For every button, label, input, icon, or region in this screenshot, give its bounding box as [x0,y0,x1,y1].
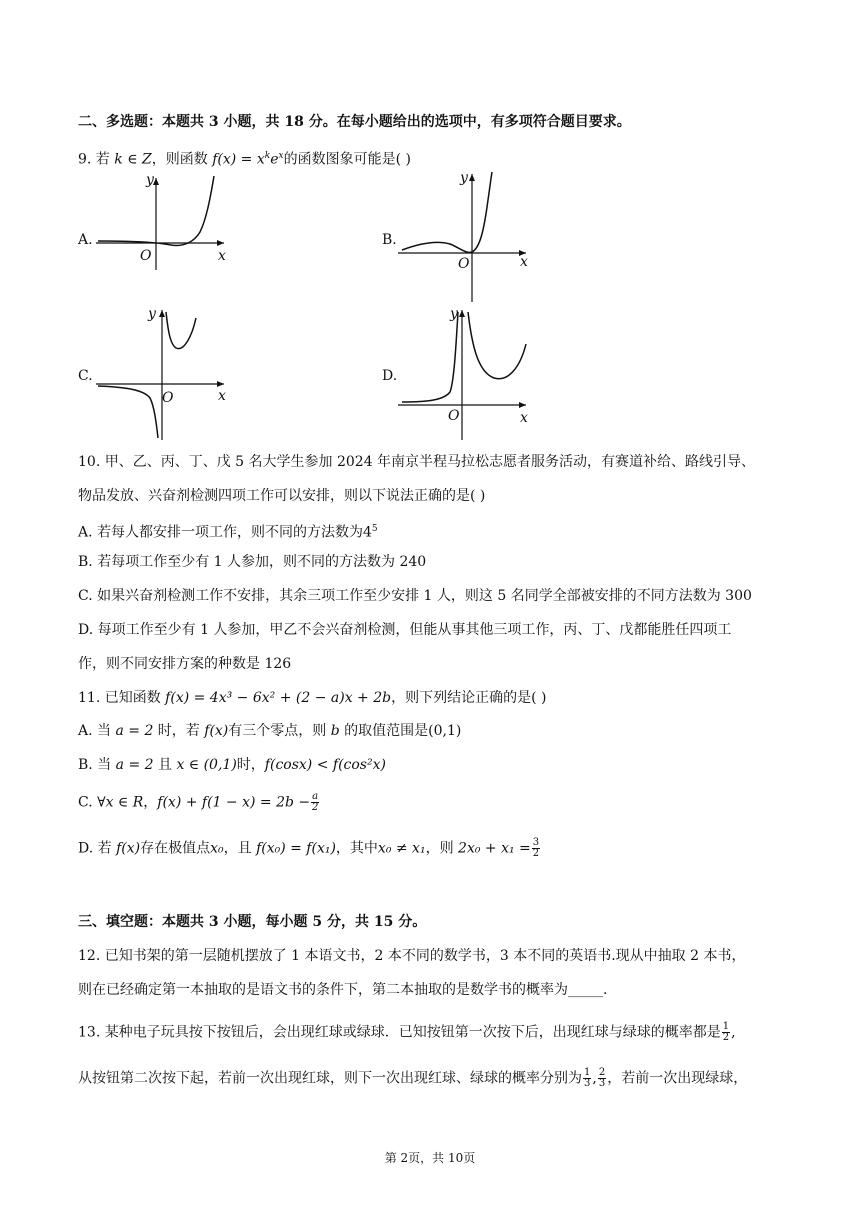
q9-text: ，则函数 [151,151,213,168]
text: ，且 [223,840,257,857]
denominator: 2 [532,848,540,859]
text: ， [143,794,158,811]
q11-option-b [78,755,386,775]
q11-option-a [78,721,461,741]
section-3-title: 三、填空题：本题共 3 小题，每小题 5 分，共 15 分。 [78,914,427,930]
text: A. 当 [78,723,116,739]
question-11-stem [78,688,546,708]
denominator: 3 [598,1078,606,1089]
denominator: 2 [311,802,319,813]
q9-option-d-label: D. [382,368,398,384]
math: ∀x ∈ R [97,794,144,811]
q10-option-a [78,519,378,543]
q9-math-f: f(x) = x [212,151,265,168]
text: C. [78,794,98,811]
text: 时， [236,757,265,773]
curve-left-branch [402,312,458,402]
x-axis-label: x [218,388,226,404]
fraction [532,838,540,859]
x-axis-arrow [217,240,224,246]
math: b [330,723,340,739]
page-footer: 第 2页，共 10页 [384,1151,476,1165]
q10-option-b: B. 若每项工作至少有 1 人参加，则不同的方法数为 240 [78,554,427,570]
question-12-line-2: 则在已经确定第一本抽取的是语文书的条件下，第二本抽取的是数学书的概率为_____. [78,982,608,998]
text: D. 若 [78,840,117,857]
q11-math-function: f(x) = 4x³ − 6x² + (2 − a)x + 2b [165,690,392,706]
q11-text: ，则下列结论正确的是( ) [391,690,547,706]
math: f(cosx) < f(cos²x) [264,757,386,773]
origin-label: O [448,408,460,424]
q10-option-a-exponent: 5 [371,524,378,534]
q10-option-a-text: A. 若每人都安排一项工作，则不同的方法数为4 [78,524,372,541]
math: x₀ [210,840,224,857]
math: x ∈ (0,1) [176,757,237,773]
text: B. 当 [78,757,116,773]
text: ，其中 [335,840,378,857]
fraction [583,1068,591,1089]
q10-option-d-line-2: 作，则不同安排方案的种数是 126 [78,656,292,672]
math: f(x) [116,840,141,857]
q10-option-c: C. 如果兴奋剂检测工作不安排，其余三项工作至少安排 1 人，则这 5 名同学全部被安排的不同方法数为 300 [78,588,752,604]
origin-label: O [162,390,174,406]
text: ，若前一次出现绿球， [607,1070,748,1087]
x-axis-arrow [519,402,526,408]
y-axis-arrow [459,310,465,317]
q9-option-d-graph [398,306,538,440]
text: 的取值范围是(0,1) [339,723,462,739]
q10-option-d-line-1: D. 每项工作至少有 1 人参加，甲乙不会兴奋剂检测，但能从事其他三项工作，丙、丁、戊都能胜任四项工 [78,622,732,638]
q9-option-b-graph [398,170,538,300]
math: a = 2 [115,757,154,773]
q9-option-a-label: A. [78,232,93,248]
question-10-stem-line-2: 物品发放、兴奋剂检测四项工作可以安排，则以下说法正确的是( ) [78,488,486,504]
curve [402,172,492,252]
x-axis-label: x [520,410,528,426]
q11-option-c [78,792,320,813]
numerator: 2 [598,1067,606,1078]
q9-math-e: e [270,151,279,168]
question-13-line-1 [78,1022,736,1043]
y-axis-label: y [450,306,458,322]
x-axis-label: x [218,248,226,264]
curve-left-branch [98,386,158,438]
text: 有三个零点，则 [228,723,331,739]
text: 存在极值点 [140,840,211,857]
question-10-stem-line-1: 10. 甲、乙、丙、丁、戊 5 名大学生参加 2024 年南京半程马拉松志愿者服务活动，有赛道补给、路线引导、 [78,454,756,470]
q9-option-c-label: C. [78,368,93,384]
fraction [722,1022,730,1043]
q9-exp-k: k [264,151,271,161]
curve-right-branch [468,312,526,379]
x-axis-label: x [520,254,528,270]
origin-label: O [140,248,152,264]
x-axis-arrow [217,381,224,387]
text: 时，若 [153,723,205,739]
q9-option-a-graph [96,170,236,270]
q9-option-c-graph [96,306,236,440]
question-9-stem [78,146,411,170]
text: 且 [153,757,177,773]
origin-label: O [458,256,470,272]
y-axis-arrow [159,310,165,317]
numerator: a [312,791,319,802]
q11-option-d [78,838,541,859]
numerator: 3 [532,837,540,848]
math: f(x) [204,723,229,739]
curve-right-branch [166,312,196,349]
q9-text: 9. 若 [78,151,115,168]
math: a = 2 [115,723,154,739]
question-13-line-2: 从按钮第二次按下起，若前一次出现红球，则下一次出现红球、绿球的概率分别为 $\frac{1}{3}$ , $\frac{2}{3}$ ，若前一次出现绿球， [78,1067,748,1089]
denominator: 3 [584,1078,591,1089]
q11-text: 11. 已知函数 [78,690,166,706]
y-axis-label: y [146,172,154,188]
text: 13. 某种电子玩具按下按钮后，会出现红球或绿球．已知按钮第一次按下后，出现红球与绿球的概率都是 [78,1024,721,1041]
q9-exp-x: x [278,151,284,161]
y-axis-arrow [469,174,475,181]
y-axis-label: y [460,170,468,186]
denominator: 2 [722,1032,730,1043]
numerator: 1 [722,1021,730,1032]
text: ，则 [425,840,459,857]
math: f(x₀) = f(x₁) [256,840,336,857]
text: , [731,1024,736,1041]
q9-option-b-label: B. [382,232,397,248]
section-2-title: 二、多选题：本题共 3 小题，共 18 分。在每小题给出的选项中，有多项符合题目要求。 [78,114,631,130]
math: x₀ ≠ x₁ [377,840,426,857]
question-12-line-1: 12. 已知书架的第一层随机摆放了 1 本语文书，2 本不同的数学书，3 本不同的英语书.现从中抽取 2 本书， [78,948,746,964]
text: 从按钮第二次按下起，若前一次出现红球，则下一次出现红球、绿球的概率分别为 [78,1070,582,1087]
fraction [598,1068,606,1089]
q9-text: 的函数图象可能是( ) [283,151,411,168]
y-axis-label: y [148,306,156,322]
q9-math-k: k ∈ Z [114,151,152,168]
math: 2x₀ + x₁ = [458,840,531,857]
fraction [311,792,319,813]
math: f(x) + f(1 − x) = 2b − [157,794,311,811]
numerator: 1 [584,1067,591,1078]
